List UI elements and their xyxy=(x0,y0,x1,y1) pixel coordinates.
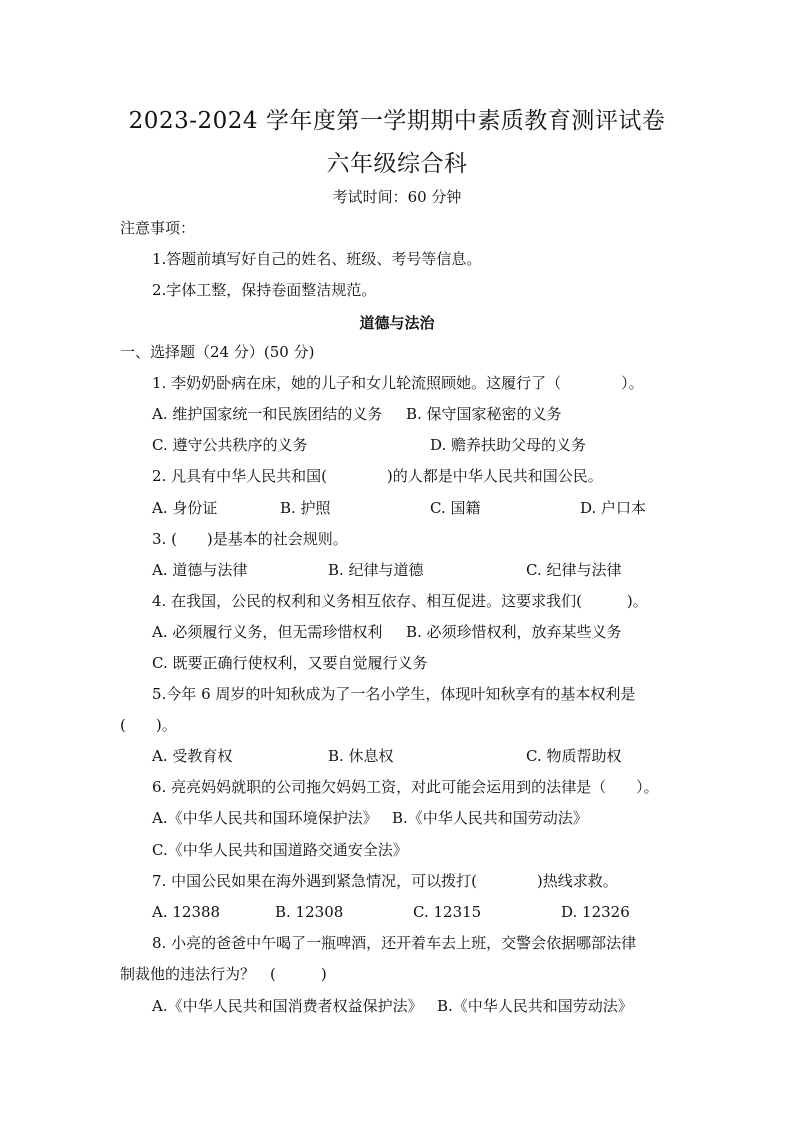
option: B.《中华人民共和国劳动法》 xyxy=(437,997,633,1015)
option: C. 遵守公共秩序的义务 xyxy=(152,436,308,454)
question-stem-continued: 制裁他的违法行为？ ( ) xyxy=(120,965,327,983)
notes-heading: 注意事项： xyxy=(120,219,196,237)
option: C. 物质帮助权 xyxy=(526,747,622,765)
option: A. 12388 xyxy=(152,903,221,921)
option: D. 12326 xyxy=(561,903,630,921)
part-heading: 一、选择题（24 分）(50 分) xyxy=(120,343,315,361)
option: C. 国籍 xyxy=(430,499,481,517)
option: C. 既要正确行使权利，又要自觉履行义务 xyxy=(152,654,428,672)
question-stem: 3. ( )是基本的社会规则。 xyxy=(152,530,348,548)
note-item: 1.答题前填写好自己的姓名、班级、考号等信息。 xyxy=(152,250,482,268)
exam-time: 考试时间：60 分钟 xyxy=(332,188,462,206)
option: B. 必须珍惜权利，放弃某些义务 xyxy=(406,623,622,641)
option: A.《中华人民共和国环境保护法》 xyxy=(152,809,378,827)
question-stem: 1. 李奶奶卧病在床，她的儿子和女儿轮流照顾她。这履行了（ ）。 xyxy=(152,374,644,392)
question-stem: 6. 亮亮妈妈就职的公司拖欠妈妈工资，对此可能会运用到的法律是（ ）。 xyxy=(152,778,659,796)
option: C.《中华人民共和国道路交通安全法》 xyxy=(152,841,408,859)
question-stem: 8. 小亮的爸爸中午喝了一瓶啤酒，还开着车去上班，交警会依据哪部法律 xyxy=(152,934,637,952)
option: D. 赡养扶助父母的义务 xyxy=(430,436,587,454)
option: A. 受教育权 xyxy=(152,747,233,765)
option: A.《中华人民共和国消费者权益保护法》 xyxy=(152,997,423,1015)
note-item: 2.字体工整，保持卷面整洁规范。 xyxy=(152,281,377,299)
option: A. 必须履行义务，但无需珍惜权利 xyxy=(152,623,383,641)
option: B. 休息权 xyxy=(328,747,394,765)
question-stem: 2. 凡具有中华人民共和国( )的人都是中华人民共和国公民。 xyxy=(152,467,603,485)
option: B. 护照 xyxy=(280,499,331,517)
option: A. 维护国家统一和民族团结的义务 xyxy=(152,405,383,423)
exam-subtitle: 六年级综合科 xyxy=(326,151,468,177)
option: B. 12308 xyxy=(275,903,344,921)
question-stem: 4. 在我国，公民的权利和义务相互依存、相互促进。这要求我们( )。 xyxy=(152,592,648,610)
option: D. 户口本 xyxy=(580,499,647,517)
question-stem: 7. 中国公民如果在海外遇到紧急情况，可以拨打( )热线求救。 xyxy=(152,872,618,890)
question-stem: 5.今年 6 周岁的叶知秋成为了一名小学生，体现叶知秋享有的基本权利是 xyxy=(152,685,636,703)
option: B. 纪律与道德 xyxy=(328,561,424,579)
question-stem-continued: ( )。 xyxy=(120,716,177,734)
exam-title: 2023-2024 学年度第一学期期中素质教育测评试卷 xyxy=(128,108,666,134)
option: A. 身份证 xyxy=(152,499,218,517)
section-title: 道德与法治 xyxy=(359,314,435,332)
option: C. 12315 xyxy=(413,903,482,921)
option: B. 保守国家秘密的义务 xyxy=(406,405,562,423)
option: A. 道德与法律 xyxy=(152,561,248,579)
option: C. 纪律与法律 xyxy=(526,561,622,579)
option: B.《中华人民共和国劳动法》 xyxy=(392,809,588,827)
